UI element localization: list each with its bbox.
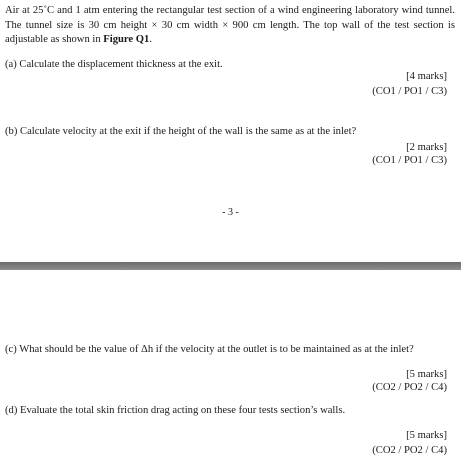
- question-b-marks: [2 marks]: [406, 142, 447, 153]
- question-a-codes: (CO1 / PO1 / C3): [372, 86, 447, 97]
- question-c: (c) What should be the value of Δh if the velocity at the outlet is to be maintained as at the inlet?: [5, 344, 414, 355]
- page-separator: [0, 262, 461, 270]
- question-a-marks: [4 marks]: [406, 71, 447, 82]
- question-d-marks: [5 marks]: [406, 430, 447, 441]
- problem-statement-end: .: [149, 34, 152, 46]
- document-page-lower: [0, 270, 461, 466]
- question-b-codes: (CO1 / PO1 / C3): [372, 155, 447, 166]
- question-c-marks: [5 marks]: [406, 369, 447, 380]
- question-d-codes: (CO2 / PO2 / C4): [372, 445, 447, 456]
- problem-statement: [5, 4, 455, 48]
- question-c-codes: (CO2 / PO2 / C4): [372, 382, 447, 393]
- question-d: (d) Evaluate the total skin friction drag acting on these four tests section’s walls.: [5, 405, 346, 416]
- problem-statement-text: Air at 25˚C and 1 atm entering the rectangular test section of a wind engineering laboratory wind tunnel. The tunnel size is 30 cm height × 30 cm width × 900 cm length. The top wall of the test section is adjustable as shown in: [5, 5, 455, 46]
- figure-reference: Figure Q1: [103, 34, 150, 46]
- page-number: - 3 -: [222, 207, 239, 218]
- question-b: (b) Calculate velocity at the exit if the height of the wall is the same as at the inlet?: [5, 126, 357, 137]
- question-a: (a) Calculate the displacement thickness at the exit.: [5, 59, 223, 70]
